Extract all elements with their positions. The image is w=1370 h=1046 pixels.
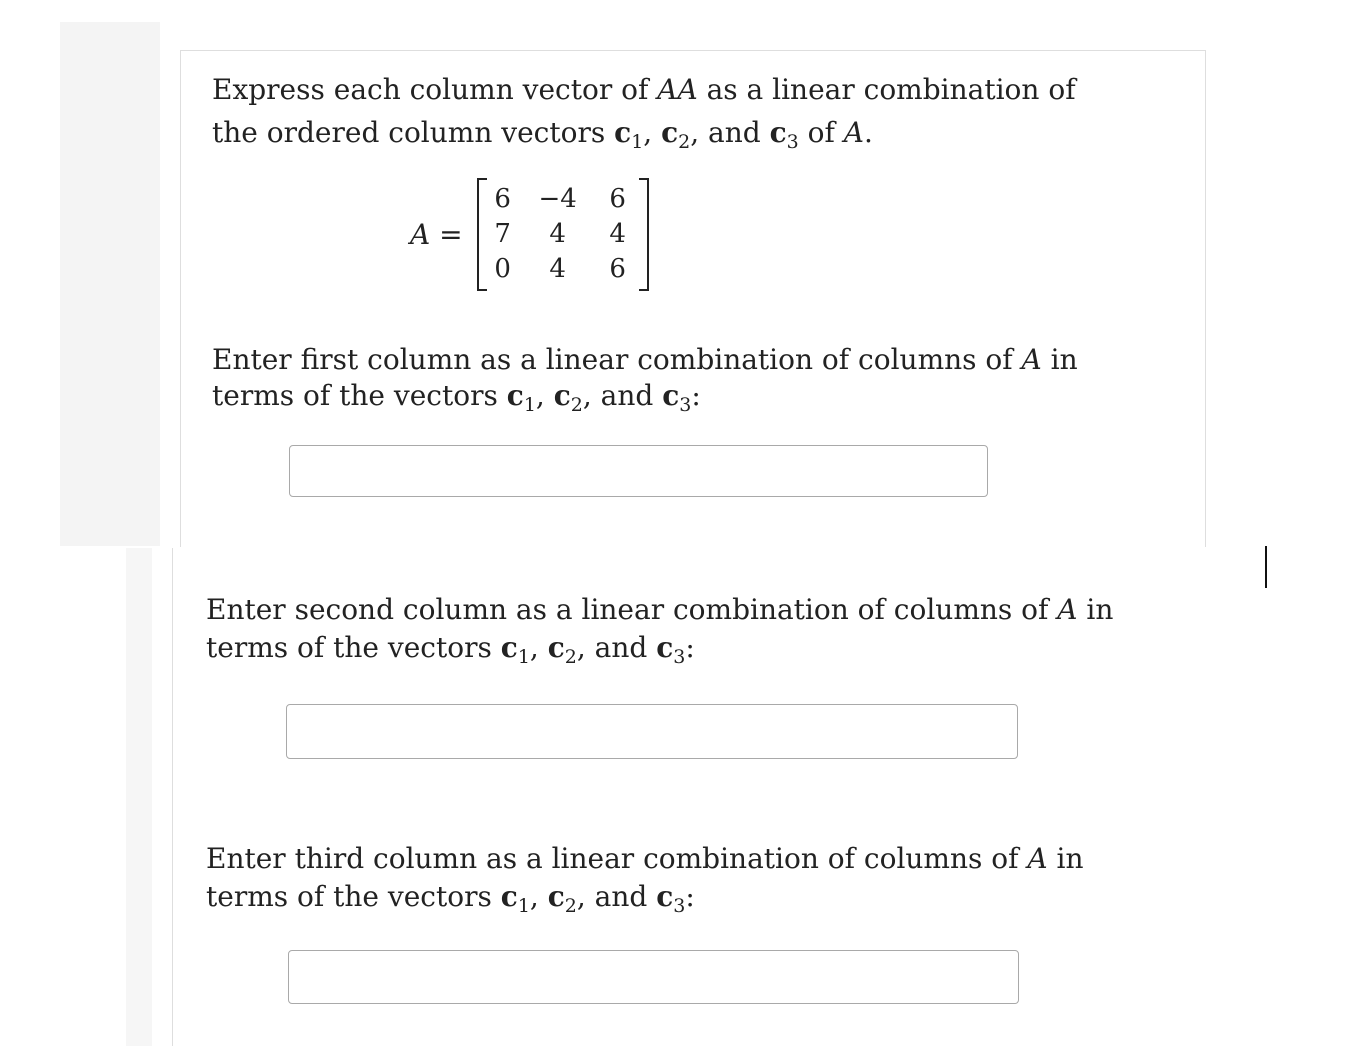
matrix-cell: −4 — [538, 183, 577, 214]
question-1-line-1: Enter first column as a linear combination of columns of A in — [212, 343, 1078, 376]
matrix-cell: 0 — [494, 253, 511, 284]
left-gutter-bottom — [126, 548, 152, 1046]
left-bracket — [477, 178, 487, 291]
question-1-line-2: terms of the vectors $c_1$, $c_2$, and $c_3$: — [212, 379, 701, 416]
question-3-line-2: terms of the vectors $c_1$, $c_2$, and $c_3$: — [206, 880, 695, 917]
question-2-line-2: terms of the vectors $c_1$, $c_2$, and $c_3$: — [206, 631, 695, 668]
matrix-cell: 4 — [549, 218, 566, 249]
matrix-A — [477, 178, 649, 291]
question-2-line-1: Enter second column as a linear combination of columns of A in — [206, 593, 1114, 626]
matrix-cell: 4 — [609, 218, 626, 249]
left-gutter-top — [60, 22, 160, 546]
text-cursor-icon — [1265, 546, 1267, 588]
intro-line-2: the ordered column vectors $c_1$, $c_2$, and $c_3$ of A. — [212, 116, 873, 153]
matrix-cell: 4 — [549, 253, 566, 284]
matrix-cell: 6 — [609, 183, 626, 214]
matrix-cell: 7 — [494, 218, 511, 249]
right-bracket — [639, 178, 649, 291]
matrix-cell: 6 — [494, 183, 511, 214]
matrix-cell: 6 — [609, 253, 626, 284]
answer-input-second-column[interactable] — [286, 704, 1018, 759]
matrix-equation — [410, 176, 649, 292]
matrix-lhs: A = — [410, 217, 463, 251]
answer-input-first-column[interactable] — [289, 445, 988, 497]
intro-line-1: Express each column vector of AA as a linear combination of — [212, 73, 1076, 106]
answer-input-third-column[interactable] — [288, 950, 1019, 1004]
question-3-line-1: Enter third column as a linear combination of columns of A in — [206, 842, 1084, 875]
card-divider-line — [172, 548, 173, 1046]
